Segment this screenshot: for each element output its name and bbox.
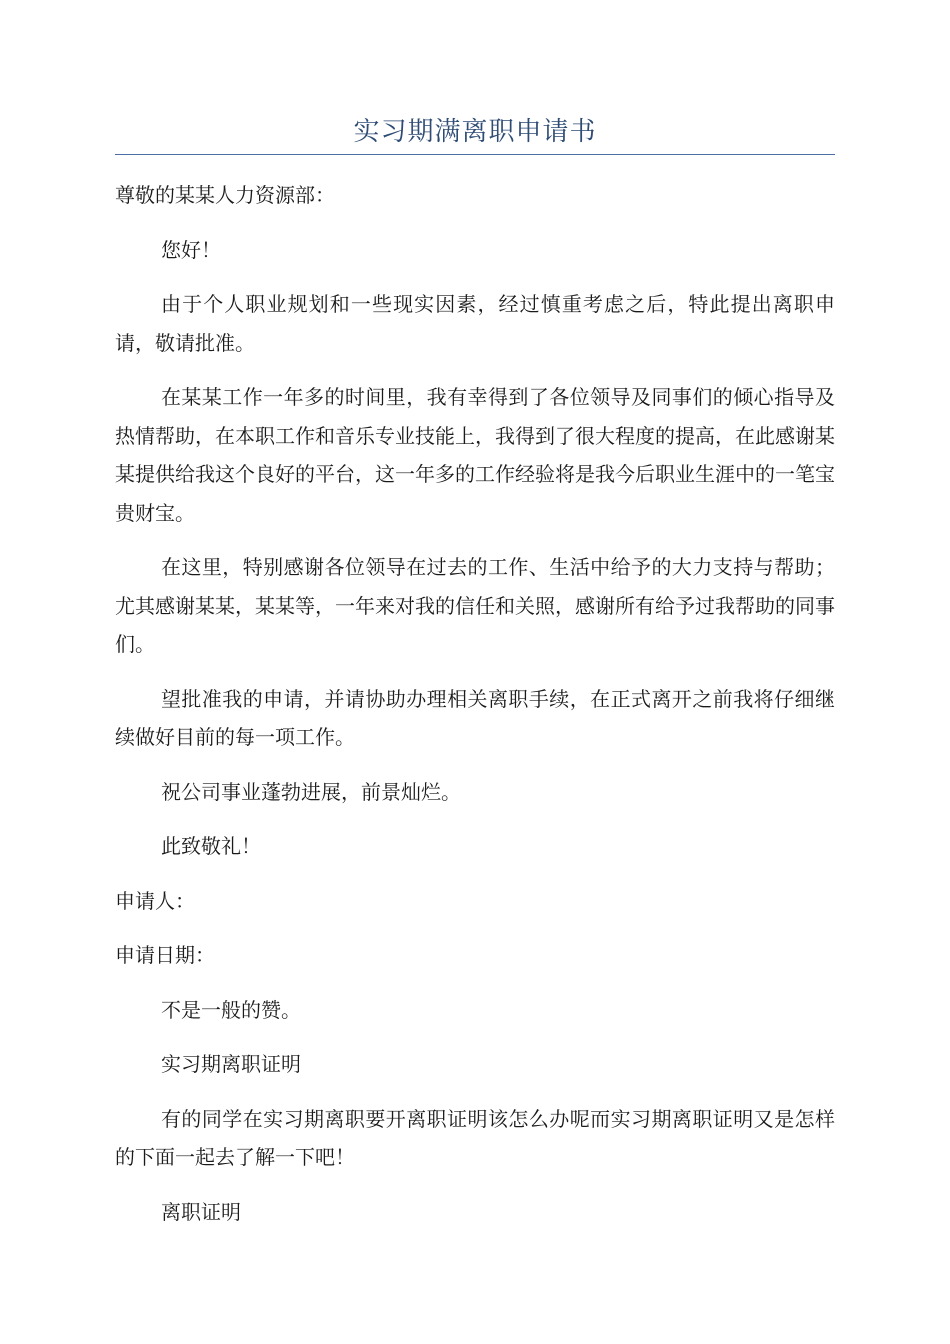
applicant-label: 申请人： <box>115 888 195 913</box>
document-body <box>115 176 835 1247</box>
paragraph-wishes: 祝公司事业蓬勃进展，前景灿烂。 <box>161 779 461 804</box>
greeting: 您好！ <box>161 237 221 262</box>
paragraph-thanks: 在某某工作一年多的时间里，我有幸得到了各位领导及同事们的倾心指导及热情帮助，在本职工作和音乐专业技能上，我得到了很大程度的提高，在此感谢某某提供给我这个良好的平台，这一年多的工作经验将是我今后职业生涯中的一笔宝贵财宝。 <box>115 385 835 525</box>
closing: 此致敬礼！ <box>161 834 261 858</box>
paragraph-gratitude: 在这里，特别感谢各位领导在过去的工作、生活中给予的大力支持与帮助；尤其感谢某某，某某等，一年来对我的信任和关照，感谢所有给予过我帮助的同事们。 <box>115 555 835 656</box>
section-heading-resignation-proof: 离职证明 <box>161 1199 241 1224</box>
date-label: 申请日期： <box>115 943 215 967</box>
paragraph-intro: 有的同学在实习期离职要开离职证明该怎么办呢而实习期离职证明又是怎样的下面一起去了解一下吧！ <box>115 1106 835 1169</box>
paragraph-comment: 不是一般的赞。 <box>161 997 301 1022</box>
section-heading-certificate: 实习期离职证明 <box>161 1052 301 1076</box>
paragraph-reason: 由于个人职业规划和一些现实因素，经过慎重考虑之后，特此提出离职申请，敬请批准。 <box>115 292 835 355</box>
title-divider <box>115 154 835 155</box>
paragraph-request: 望批准我的申请，并请协助办理相关离职手续，在正式离开之前我将仔细继续做好目前的每一项工作。 <box>115 686 835 749</box>
document-title: 实习期满离职申请书 <box>353 117 597 147</box>
salutation: 尊敬的某某人力资源部： <box>115 183 335 207</box>
